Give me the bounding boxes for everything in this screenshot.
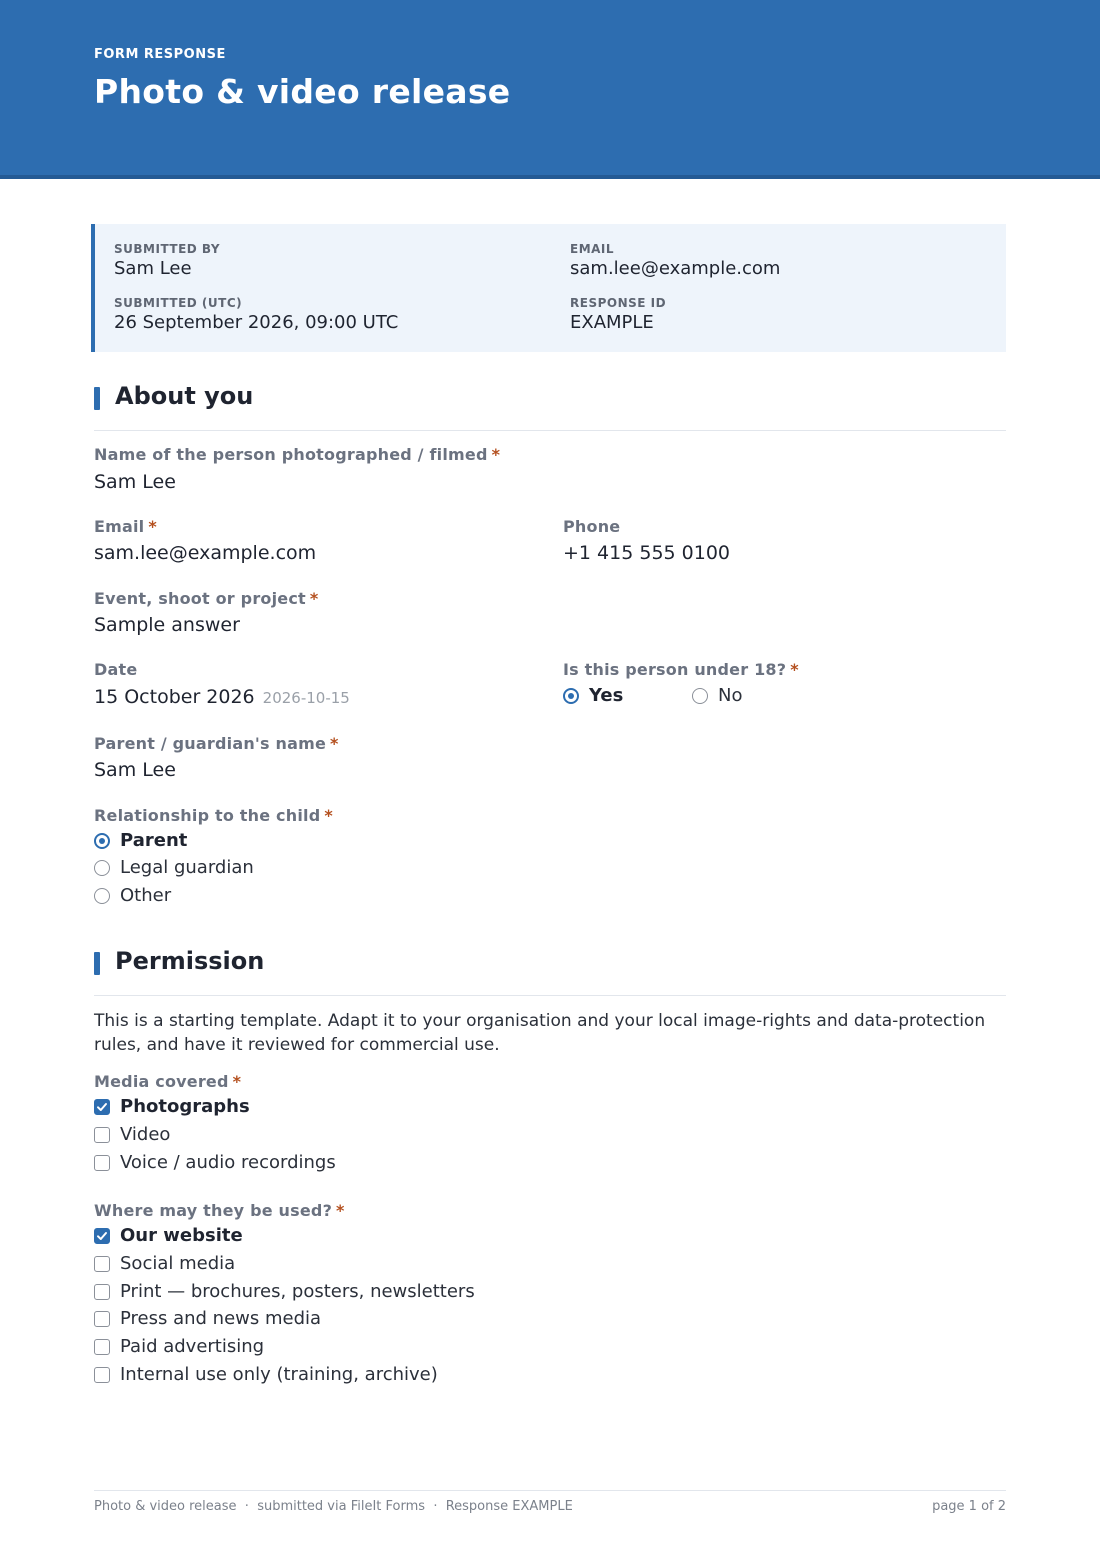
field-value-email: sam.lee@example.com — [94, 542, 317, 564]
section-title: Permission — [115, 947, 265, 975]
meta-email-value: sam.lee@example.com — [570, 258, 781, 279]
meta-email-label: EMAIL — [570, 242, 615, 256]
submitted-by-value: Sam Lee — [114, 258, 192, 279]
section-permission — [94, 947, 1006, 996]
required-mark: * — [232, 1072, 242, 1091]
submitted-by-label: SUBMITTED BY — [114, 242, 221, 256]
required-mark: * — [330, 734, 339, 753]
radio-relationship-parent[interactable]: Parent — [94, 830, 187, 851]
checkbox-empty-icon — [94, 1284, 110, 1300]
checkbox-checked-icon — [94, 1099, 110, 1115]
field-label-name: Name of the person photographed / filmed * — [94, 445, 501, 464]
field-label-relationship: Relationship to the child * — [94, 806, 333, 825]
field-label-usage: Where may they be used? * — [94, 1201, 345, 1220]
field-label-under-18: Is this person under 18? * — [563, 660, 799, 679]
required-mark: * — [309, 589, 319, 608]
field-value-event: Sample answer — [94, 614, 240, 636]
page-number: page 1 of 2 — [932, 1499, 1006, 1514]
radio-relationship-legal-guardian[interactable]: Legal guardian — [94, 857, 254, 878]
checkbox-checked-icon — [94, 1228, 110, 1244]
checkbox-usage-print[interactable]: Print — brochures, posters, newsletters — [94, 1281, 475, 1302]
checkbox-media-voice-audio[interactable]: Voice / audio recordings — [94, 1152, 336, 1173]
radio-under-18-no[interactable]: No — [692, 685, 742, 706]
field-value-phone: +1 415 555 0100 — [563, 542, 731, 564]
page-title: Photo & video release — [94, 72, 511, 111]
field-label-phone: Phone — [563, 517, 621, 536]
checkbox-empty-icon — [94, 1339, 110, 1355]
field-label-event: Event, shoot or project * — [94, 589, 319, 608]
required-mark: * — [491, 445, 501, 464]
page-footer — [94, 1490, 1006, 1514]
field-label-media: Media covered * — [94, 1072, 242, 1091]
checkbox-usage-social-media[interactable]: Social media — [94, 1253, 235, 1274]
required-mark: * — [790, 660, 799, 679]
field-label-date: Date — [94, 660, 138, 679]
section-title: About you — [115, 382, 254, 410]
checkbox-usage-press[interactable]: Press and news media — [94, 1308, 321, 1329]
radio-under-18-yes[interactable]: Yes — [563, 685, 623, 706]
checkbox-usage-paid-advertising[interactable]: Paid advertising — [94, 1336, 264, 1357]
response-id-label: RESPONSE ID — [570, 296, 667, 310]
radio-relationship-other[interactable]: Other — [94, 885, 171, 906]
required-mark: * — [148, 517, 157, 536]
permission-note: This is a starting template. Adapt it to your organisation and your local image-rights and data-protection rules, and have it reviewed for commercial use. — [94, 1011, 986, 1055]
radio-empty-icon — [692, 688, 708, 704]
field-label-guardian: Parent / guardian's name * — [94, 734, 339, 753]
checkbox-empty-icon — [94, 1127, 110, 1143]
field-label-email: Email * — [94, 517, 157, 536]
submitted-utc-value: 26 September 2026, 09:00 UTC — [114, 312, 399, 333]
checkbox-empty-icon — [94, 1311, 110, 1327]
radio-empty-icon — [94, 860, 110, 876]
checkbox-empty-icon — [94, 1367, 110, 1383]
date-iso: 2026-10-15 — [262, 689, 350, 707]
form-header — [0, 0, 1100, 179]
checkbox-empty-icon — [94, 1155, 110, 1171]
radio-empty-icon — [94, 888, 110, 904]
section-accent-bar — [94, 952, 100, 975]
required-mark: * — [324, 806, 333, 825]
checkbox-usage-internal[interactable]: Internal use only (training, archive) — [94, 1364, 438, 1385]
field-value-name: Sam Lee — [94, 471, 176, 493]
checkbox-empty-icon — [94, 1256, 110, 1272]
response-id-value: EXAMPLE — [570, 312, 654, 333]
field-value-date: 15 October 2026 2026-10-15 — [94, 686, 350, 708]
submission-meta-panel — [91, 224, 1006, 352]
footer-info: Photo & video release · submitted via FileIt Forms · Response EXAMPLE — [94, 1499, 573, 1514]
radio-selected-icon — [94, 833, 110, 849]
field-value-guardian: Sam Lee — [94, 759, 176, 781]
radio-selected-icon — [563, 688, 579, 704]
checkbox-usage-website[interactable]: Our website — [94, 1225, 243, 1246]
section-accent-bar — [94, 387, 100, 410]
required-mark: * — [336, 1201, 345, 1220]
section-about-you — [94, 382, 1006, 431]
checkbox-media-photographs[interactable]: Photographs — [94, 1096, 250, 1117]
header-eyebrow: FORM RESPONSE — [94, 47, 226, 62]
submitted-utc-label: SUBMITTED (UTC) — [114, 296, 243, 310]
checkbox-media-video[interactable]: Video — [94, 1124, 170, 1145]
